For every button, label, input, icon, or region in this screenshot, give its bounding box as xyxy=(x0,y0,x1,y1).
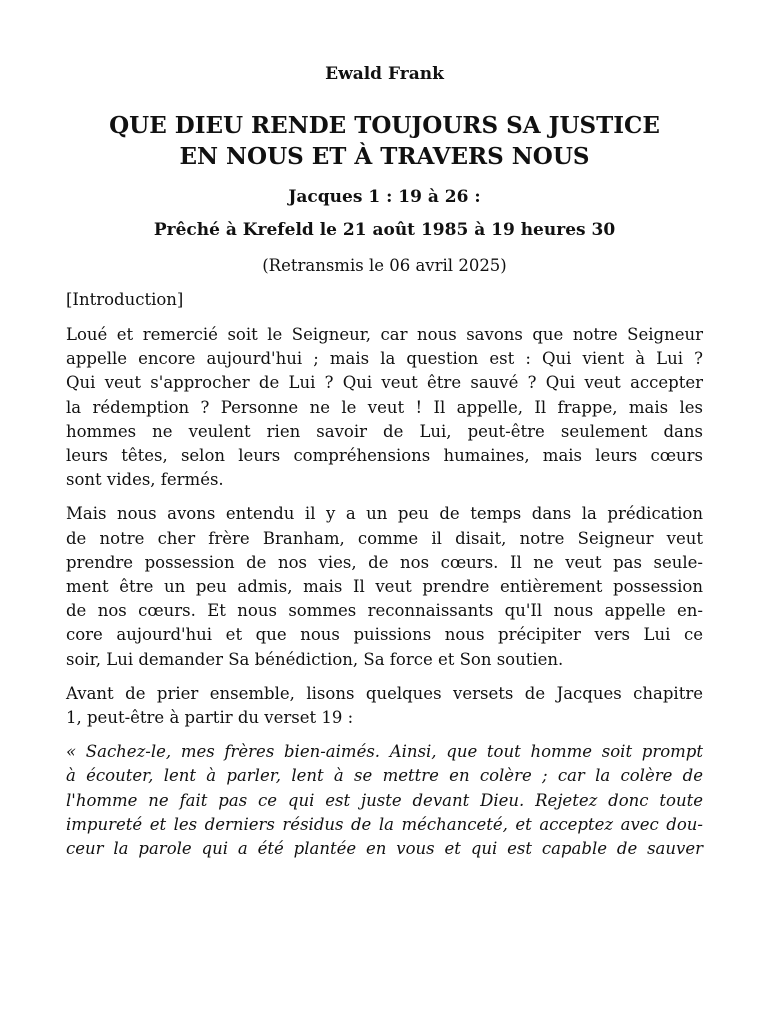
text-line: appelle encore aujourd'hui ; mais la question est : Qui vient à Lui ? xyxy=(66,349,703,369)
text-line: Loué et remercié soit le Seigneur, car nous savons que notre Seigneur xyxy=(66,325,703,344)
quote-line: « Sachez-le, mes frères bien-aimés. Ainsi, que tout homme soit prompt xyxy=(66,742,703,762)
text-line: ment être un peu admis, mais Il veut prendre entièrement possession xyxy=(66,577,703,597)
text-line: Avant de prier ensemble, lisons quelques versets de Jacques chapitre xyxy=(66,683,703,703)
text-line: de notre cher frère Branham, comme il disait, notre Seigneur veut xyxy=(66,528,703,548)
paragraph-2 xyxy=(66,502,703,671)
preached-info: Prêché à Krefeld le 21 août 1985 à 19 heures 30 xyxy=(153,220,616,240)
paragraph-3 xyxy=(66,682,703,730)
quote-line: impureté et les derniers résidus de la méchanceté, et acceptez avec dou- xyxy=(66,814,703,834)
rebroadcast-date: (Retransmis le 06 avril 2025) xyxy=(262,256,507,275)
text-line: leurs têtes, selon leurs compréhensions humaines, mais leurs cœurs xyxy=(66,446,703,466)
scripture-reference: Jacques 1 : 19 à 26 : xyxy=(288,187,481,207)
text-line: de nos cœurs. Et nous sommes reconnaissants qu'Il nous appelle en- xyxy=(66,601,703,621)
text-line: sont vides, fermés. xyxy=(66,470,224,490)
text-line: prendre possession de nos vies, de nos cœurs. Il ne veut pas seule- xyxy=(66,552,703,572)
scripture-quote xyxy=(66,740,703,861)
text-line: 1, peut-être à partir du verset 19 : xyxy=(66,708,354,728)
paragraph-1 xyxy=(66,323,703,492)
author-name: Ewald Frank xyxy=(325,64,444,84)
document-page xyxy=(66,58,703,871)
text-line: soir, Lui demander Sa bénédiction, Sa force et Son soutien. xyxy=(66,649,564,669)
title-line: EN NOUS ET À TRAVERS NOUS xyxy=(179,143,590,170)
sermon-title xyxy=(66,110,703,172)
title-line: QUE DIEU RENDE TOUJOURS SA JUSTICE xyxy=(109,112,660,139)
quote-line: ceur la parole qui a été plantée en vous et qui est capable de sauver xyxy=(66,839,703,859)
quote-line: à écouter, lent à parler, lent à se mettre en colère ; car la colère de xyxy=(66,766,703,786)
text-line: core aujourd'hui et que nous puissions nous précipiter vers Lui ce xyxy=(66,625,703,645)
quote-line: l'homme ne fait pas ce qui est juste devant Dieu. Rejetez donc toute xyxy=(66,790,703,810)
section-label: [Introduction] xyxy=(66,290,184,309)
text-line: Qui veut s'approcher de Lui ? Qui veut être sauvé ? Qui veut accepter xyxy=(66,373,703,393)
text-line: la rédemption ? Personne ne le veut ! Il appelle, Il frappe, mais les xyxy=(66,397,703,417)
text-line: Mais nous avons entendu il y a un peu de temps dans la prédication xyxy=(66,504,703,524)
text-line: hommes ne veulent rien savoir de Lui, peut-être seulement dans xyxy=(66,421,703,441)
